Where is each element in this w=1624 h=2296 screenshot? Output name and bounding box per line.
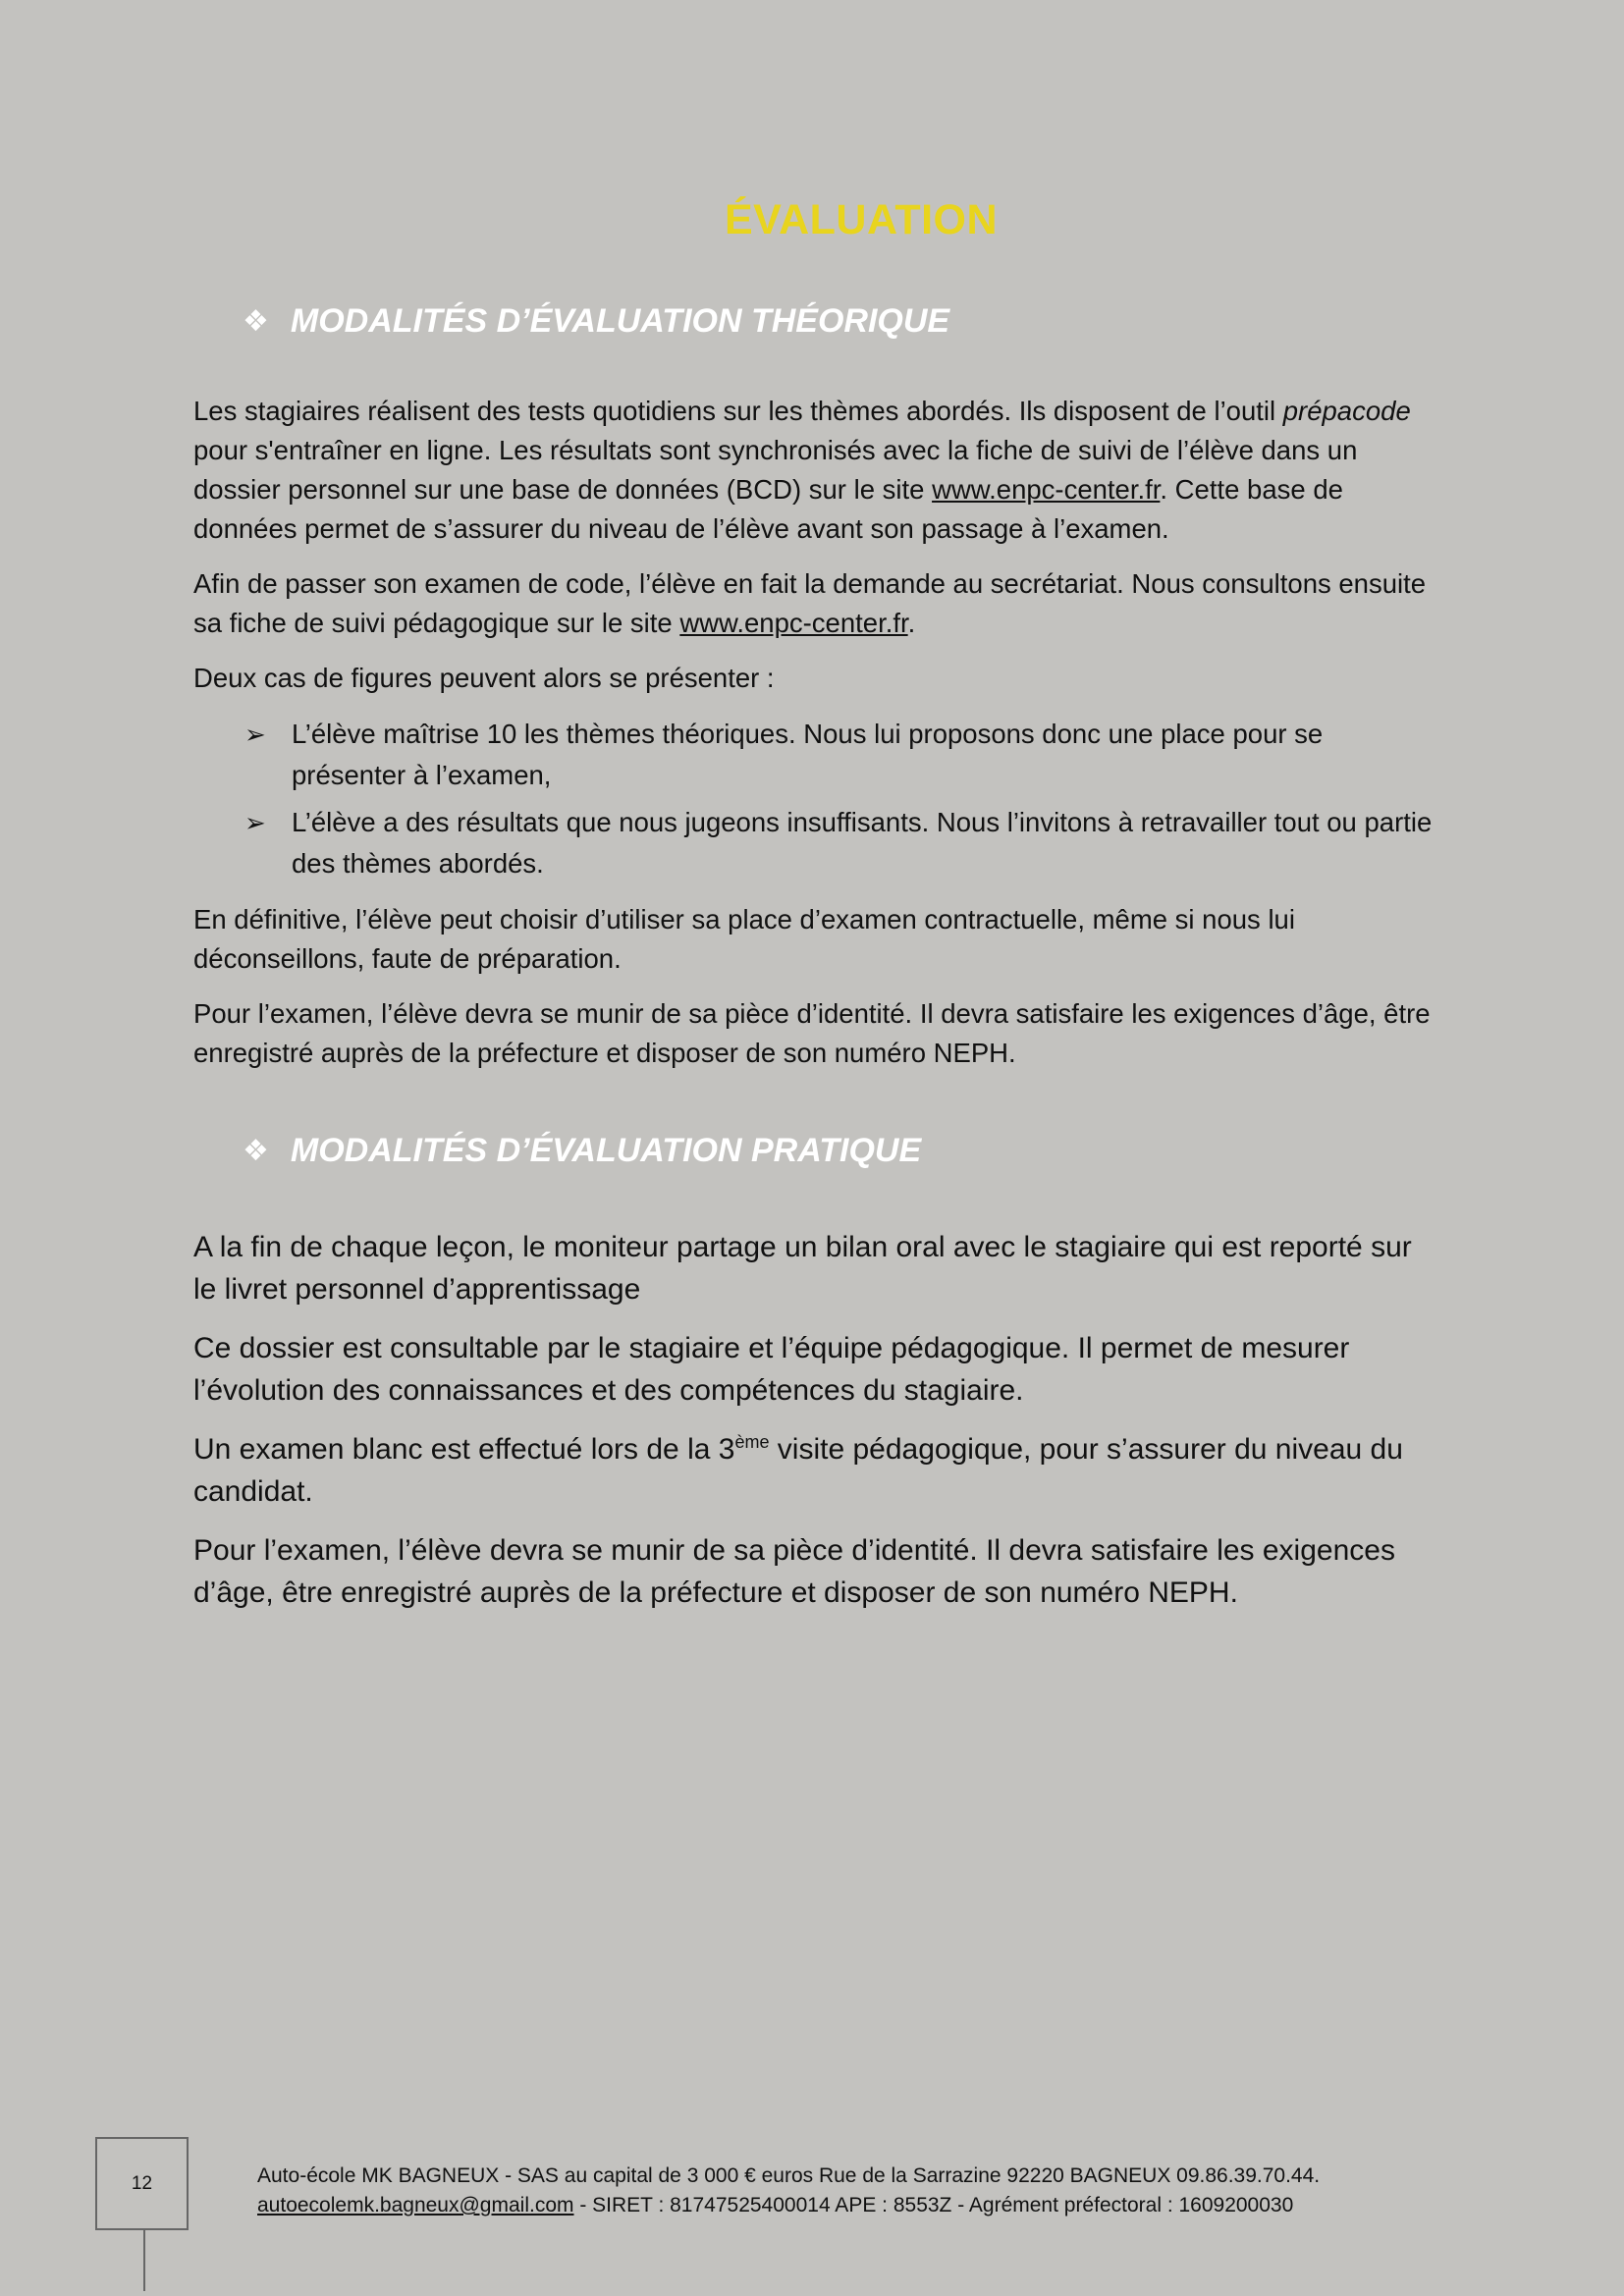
- email-link[interactable]: autoecolemk.bagneux@gmail.com: [257, 2194, 574, 2216]
- page-title: ÉVALUATION: [724, 196, 999, 243]
- paragraph: Pour l’examen, l’élève devra se munir de sa pièce d’identité. Il devra satisfaire les exigences d’âge, être enregistré auprès de la préfecture et disposer de son numéro NEPH.: [193, 1534, 1395, 1609]
- section-body-pratique: [193, 1226, 1440, 1630]
- arrow-bullet-icon: ➢: [244, 808, 266, 837]
- footer-divider: [143, 2230, 145, 2291]
- section-heading-theorique: [243, 302, 949, 341]
- paragraph: A la fin de chaque leçon, le moniteur partage un bilan oral avec le stagiaire qui est reporté sur le livret personnel d’apprentissage: [193, 1231, 1412, 1306]
- paragraph: En définitive, l’élève peut choisir d’utiliser sa place d’examen contractuelle, même si nous lui déconseillons, faute de préparation.: [193, 904, 1295, 974]
- enpc-link[interactable]: www.enpc-center.fr: [932, 474, 1161, 505]
- list-item: ➢ L’élève maîtrise 10 les thèmes théoriques. Nous lui proposons donc une place pour se présenter à l’examen,: [193, 714, 1440, 796]
- section-heading-label: MODALITÉS D’ÉVALUATION PRATIQUE: [290, 1132, 922, 1169]
- section-heading-label: MODALITÉS D’ÉVALUATION THÉORIQUE: [290, 302, 950, 340]
- section-body-theorique: [193, 392, 1440, 1089]
- paragraph: Ce dossier est consultable par le stagiaire et l’équipe pédagogique. Il permet de mesurer l’évolution des connaissances et des compétences du stagiaire.: [193, 1332, 1350, 1407]
- page-number-box: [95, 2137, 189, 2230]
- case-list: [193, 714, 1440, 884]
- paragraph: Pour l’examen, l’élève devra se munir de sa pièce d’identité. Il devra satisfaire les exigences d’âge, être enregistré auprès de la préfecture et disposer de son numéro NEPH.: [193, 998, 1431, 1068]
- footer-line-1: Auto-école MK BAGNEUX - SAS au capital de 3 000 € euros Rue de la Sarrazine 92220 BAGNEUX 09.86.39.70.44.: [257, 2164, 1321, 2187]
- footer-contact: [257, 2162, 1435, 2220]
- arrow-bullet-icon: ➢: [244, 720, 266, 749]
- paragraph: Deux cas de figures peuvent alors se présenter :: [193, 663, 775, 693]
- section-heading-pratique: [243, 1132, 921, 1170]
- diamond-bullet-icon: ❖: [243, 1135, 269, 1167]
- paragraph: Un examen blanc est effectué lors de la 3ème visite pédagogique, pour s’assurer du niveau du candidat.: [193, 1432, 1403, 1508]
- paragraph: Les stagiaires réalisent des tests quotidiens sur les thèmes abordés. Ils disposent de l’outil prépacode pour s'entraîner en ligne. Les résultats sont synchronisés avec la fiche de suivi de l’élève dans un dossier personnel sur une base de données (BCD) sur le site www.enpc-center.fr. Cette base de données permet de s’assurer du niveau de l’élève avant son passage à l’examen.: [193, 396, 1411, 544]
- enpc-link[interactable]: www.enpc-center.fr: [679, 608, 908, 638]
- list-item: ➢ L’élève a des résultats que nous jugeons insuffisants. Nous l’invitons à retravailler tout ou partie des thèmes abordés.: [193, 802, 1440, 884]
- paragraph: Afin de passer son examen de code, l’élève en fait la demande au secrétariat. Nous consultons ensuite sa fiche de suivi pédagogique sur le site www.enpc-center.fr.: [193, 568, 1427, 638]
- footer-line-2: autoecolemk.bagneux@gmail.com - SIRET : 81747525400014 APE : 8553Z - Agrément préfectoral : 1609200030: [257, 2194, 1294, 2216]
- superscript: ème: [734, 1432, 770, 1452]
- diamond-bullet-icon: ❖: [243, 305, 269, 338]
- page-number: 12: [131, 2172, 153, 2194]
- prepacode-term: prépacode: [1282, 396, 1411, 426]
